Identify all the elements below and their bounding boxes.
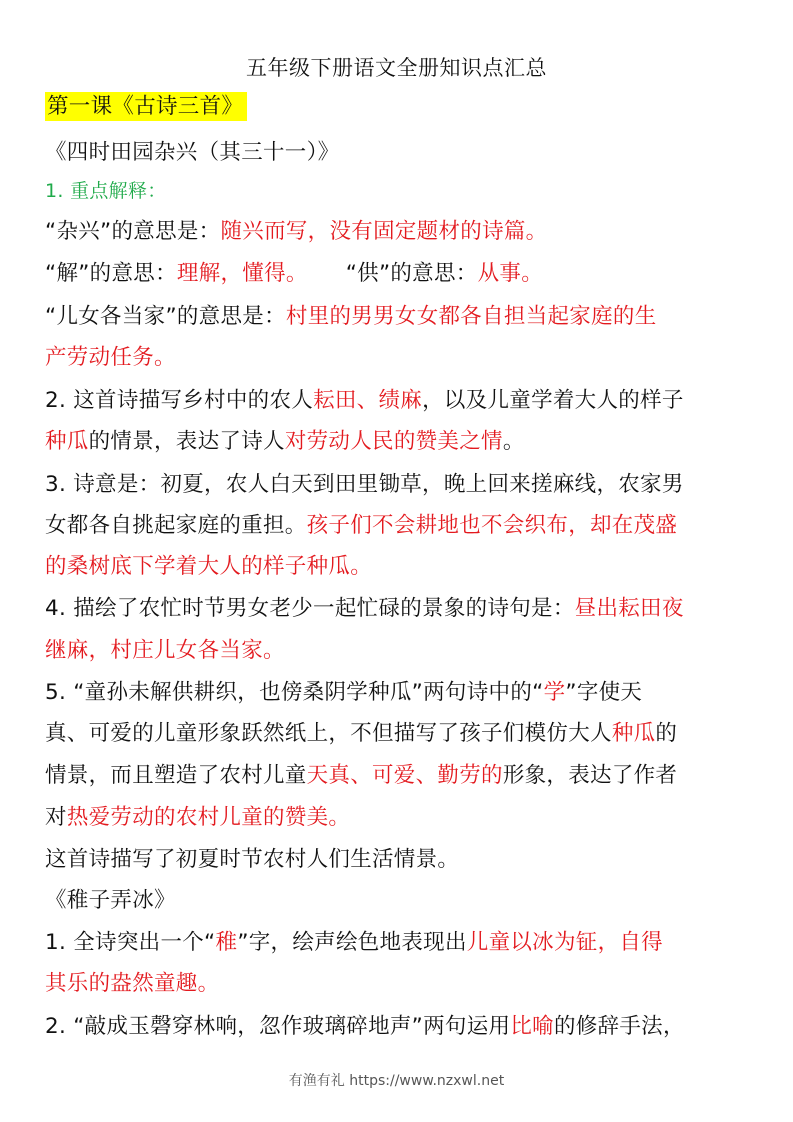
lesson-heading-highlight: 第一课《古诗三首》 [45, 92, 247, 121]
poem1-title: 《四时田园杂兴（其三十一）》 [45, 140, 340, 165]
poem2-point-1-line-1 [45, 928, 663, 958]
point-4-line-2: 继麻，村庄儿女各当家。 [45, 638, 285, 663]
point-5-line-1 [45, 678, 642, 708]
text: 5. “童孙未解供耕织，也傍桑阴学种瓜”两句诗中的“ [45, 680, 544, 705]
text: ”字，绘声绘色地表现出 [237, 930, 467, 955]
point-5-line-2 [45, 719, 677, 749]
explanation-label: “供”的意思： [345, 261, 478, 286]
explanation-label: “杂兴”的意思是： [45, 219, 221, 244]
explanation-answer: 理解，懂得。 [176, 261, 308, 286]
text: 。 [502, 429, 525, 454]
highlight-text: 种瓜 [45, 429, 89, 454]
highlight-text: 天真、可爱、勤劳的 [306, 763, 503, 788]
highlight-text: 比喻 [510, 1014, 554, 1039]
highlight-text: 对劳动人民的赞美之情 [284, 429, 503, 454]
poem1-summary: 这首诗描写了初夏时节农村人们生活情景。 [45, 847, 460, 872]
poem2-title: 《稚子弄冰》 [45, 888, 176, 913]
text: 情景，而且塑造了农村儿童 [45, 763, 307, 788]
highlight-text: 孩子们不会耕地也不会织布，却在茂盛 [306, 513, 678, 538]
point-2-line-1 [45, 386, 684, 416]
point-2-line-2 [45, 427, 525, 457]
document-title: 五年级下册语文全册知识点汇总 [246, 56, 547, 80]
point-4-line-1 [45, 594, 684, 624]
highlight-text: 学 [543, 680, 566, 705]
highlight-text: 耘田、绩麻 [313, 388, 423, 413]
poem2-point-2-line-1 [45, 1012, 685, 1042]
explanation-label: “解”的意思： [45, 261, 177, 286]
point-3-line-3: 的桑树底下学着大人的样子种瓜。 [45, 554, 373, 579]
text: 形象，表达了作者 [502, 763, 678, 788]
explanation-answer: 村里的男男女女都各自担当起家庭的生 [285, 304, 657, 329]
text: 4. 描绘了农忙时节男女老少一起忙碌的景象的诗句是： [45, 596, 575, 621]
text: 的修辞手法， [553, 1014, 685, 1039]
point-3-line-2 [45, 511, 677, 541]
point-5-line-4 [45, 803, 350, 833]
text: ，以及儿童学着大人的样子 [422, 388, 684, 413]
point-5-line-3 [45, 761, 677, 791]
point-3-line-1: 3. 诗意是：初夏，农人白天到田里锄草，晚上回来搓麻线，农家男 [45, 472, 684, 497]
highlight-text: 稚 [215, 930, 238, 955]
highlight-text: 昼出耘田夜 [574, 596, 684, 621]
lesson-heading [45, 92, 247, 122]
highlight-text: 种瓜 [611, 721, 656, 746]
explanation-jie-gong [45, 259, 543, 289]
highlight-text: 儿童以冰为钲，自得 [466, 930, 663, 955]
text: 真、可爱的儿童形象跃然纸上，不但描写了孩子们模仿大人 [45, 721, 612, 746]
explanation-label: “儿女各当家”的意思是： [45, 304, 286, 329]
text: 1. 全诗突出一个“ [45, 930, 216, 955]
poem2-point-1-line-2: 其乐的盎然童趣。 [45, 971, 220, 996]
highlight-text: 热爱劳动的农村儿童的赞美。 [66, 805, 351, 830]
text: 的 [655, 721, 678, 746]
text: 女都各自挑起家庭的重担。 [45, 513, 307, 538]
explanation-answer: 从事。 [477, 261, 543, 286]
explanation-answer: 随兴而写，没有固定题材的诗篇。 [220, 219, 548, 244]
explanation-ernv-cont: 产劳动任务。 [45, 345, 176, 370]
text: 2. “敲成玉磬穿林响，忽作玻璃碎地声”两句运用 [45, 1014, 511, 1039]
text: 对 [45, 805, 67, 830]
section-heading-key-explanations: 1. 重点解释： [45, 180, 167, 202]
text: 2. 这首诗描写乡村中的农人 [45, 388, 314, 413]
explanation-zaxing [45, 217, 548, 247]
text: ”字使天 [565, 680, 643, 705]
text: 的情景，表达了诗人 [88, 429, 285, 454]
explanation-ernv [45, 302, 657, 332]
page-footer-watermark: 有渔有礼 https://www.nzxwl.net [288, 1073, 505, 1089]
